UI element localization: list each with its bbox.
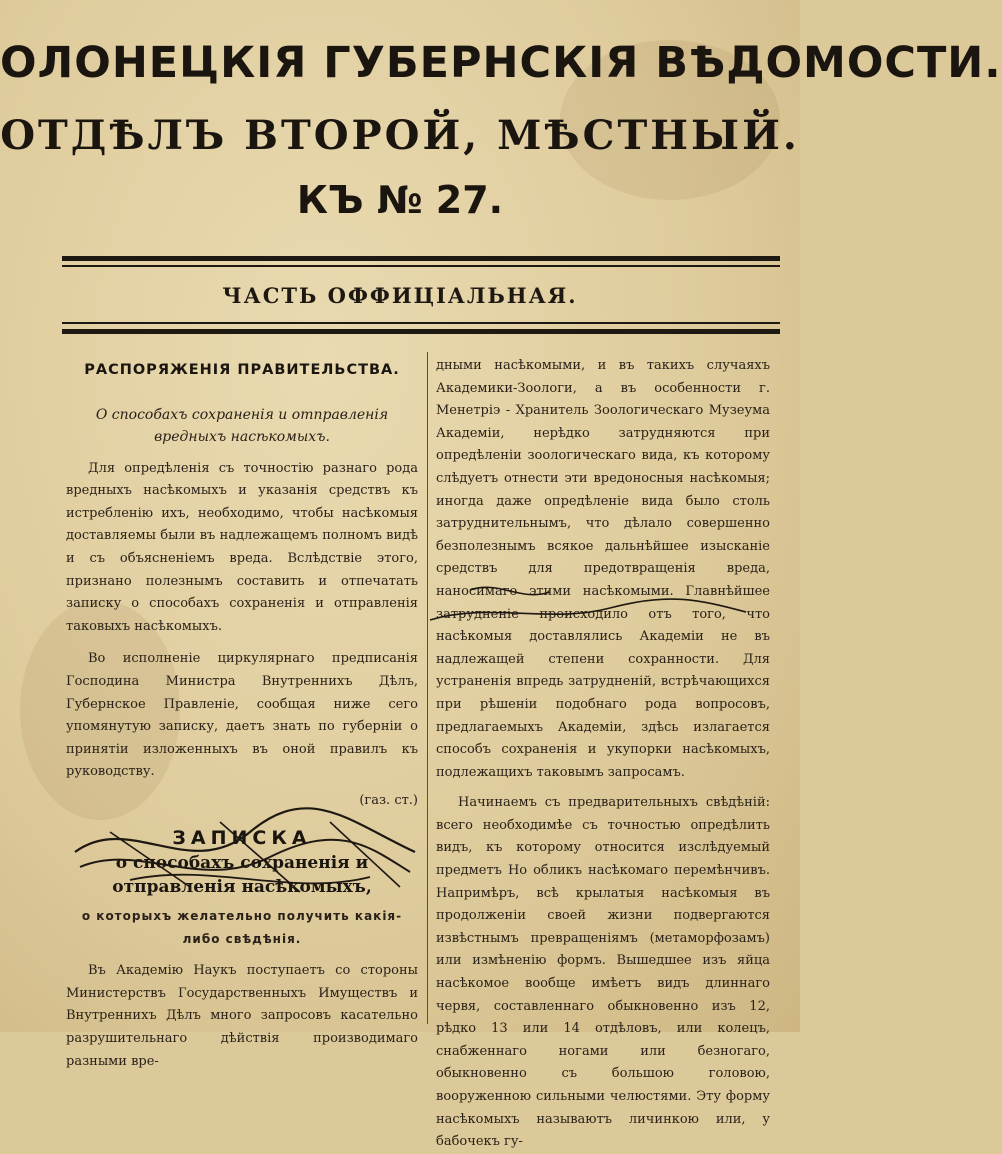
- paragraph: Начинаемъ съ предварительныхъ свѣдѣній: всего необходимѣе съ точностью опредѣлить видъ, къ которому относится изслѣдуемый предметъ Но обликъ насѣкомаго перемѣнчивъ. Напримѣръ, всѣ крылатыя насѣкомыя въ продолженіи своей жизни подвергаются извѣстнымъ превращеніямъ (метаморфозамъ) или измѣненію формъ. Вышедшее изъ яйца насѣкомое вообще имѣетъ видъ длиннаго червя, составленнаго обыкновенно изъ 12, рѣдко 13 или 14 отдѣловъ, или колецъ, снабженнаго ногами или безногаго, обыкновенно съ большою головою, вооруженною сильными челюстями. Эту форму насѣкомыхъ называютъ личинкою или, у бабочекъ гу-: [436, 795, 770, 1150]
- paragraph: Въ Академію Наукъ поступаетъ со стороны Министерствъ Государственныхъ Имуществъ и Внутреннихъ Дѣлъ много запросовъ касательно разрушительнаго дѣйствія производимаго разными вре-: [66, 963, 418, 1069]
- divider-rule: [62, 256, 780, 261]
- issue-number: КЪ № 27.: [296, 178, 504, 222]
- note-subtitle: о способахъ сохраненія и отправленія насѣкомыхъ,: [112, 853, 372, 898]
- paragraph: Во исполненіе циркулярнаго предписанія Господина Министра Внутреннихъ Дѣлъ, Губернское Правленіе, сообщая ниже сего упомянутую записку, даетъ знать по губерніи о принятіи изложенныхъ въ оной правилъ къ руководству.: [66, 651, 418, 780]
- department-title: ОТДѢЛЪ ВТОРОЙ, МѢСТНЫЙ.: [0, 112, 800, 159]
- part-title: ЧАСТЬ ОФФИЦІАЛЬНАЯ.: [222, 283, 578, 308]
- masthead-title: ОЛОНЕЦКІЯ ГУБЕРНСКІЯ ВѢДОМОСТИ.: [0, 38, 1002, 88]
- paragraph: Для опредѣленія съ точностію разнаго рода вредныхъ насѣкомыхъ и указанія средствъ къ истребленію ихъ, необходимо, чтобы насѣкомыя доставляемы были въ надлежащемъ полномъ видѣ и съ объясненіемъ вреда. Вслѣдствіе этого, признано полезнымъ составить и отпечатать записку о способахъ сохраненія и отправленія таковыхъ насѣкомыхъ.: [66, 460, 418, 634]
- left-column: [66, 355, 418, 1073]
- right-column: [436, 355, 770, 1154]
- article-title: О способахъ сохраненія и отправленія вредныхъ насѣкомыхъ.: [95, 406, 389, 445]
- divider-rule: [62, 329, 780, 334]
- section-heading: РАСПОРЯЖЕНІЯ ПРАВИТЕЛЬСТВА.: [84, 362, 400, 378]
- column-divider: [427, 352, 428, 1024]
- divider-rule: [62, 265, 780, 267]
- paragraph: дными насѣкомыми, и въ такихъ случаяхъ Академики-Зоологи, а въ особенности г. Менетріэ - Хранитель Зоологическаго Музеума Академіи, нерѣдко затрудняются при опредѣленіи зоологическаго вида, къ которому слѣдуетъ отнести эти вредоносныя насѣкомыя; иногда даже опредѣленіе вида было столь затруднительнымъ, что дѣлало совершенно безполезнымъ всякое дальнѣйшее изысканіе средствъ для предотвращенія вреда, наносимаго этими насѣкомыми. Главнѣйшее затрудненіе происходило отъ того, что насѣкомыя доставлялись Академіи не въ надлежащей степени сохранности. Для устраненія впредь затрудненій, встрѣчающихся при рѣшеніи подобнаго рода вопросовъ, предлагаемыхъ Академіи, здѣсь излагается способъ сохраненія и укупорки насѣкомыхъ, подлежащихъ таковымъ запросамъ.: [436, 358, 770, 780]
- source-note: (газ. ст.): [359, 792, 418, 808]
- note-heading: ЗАПИСКА: [172, 826, 312, 849]
- divider-rule: [62, 322, 780, 324]
- note-subtitle-2: о которыхъ желательно получить какія-либо свѣдѣнія.: [81, 909, 403, 946]
